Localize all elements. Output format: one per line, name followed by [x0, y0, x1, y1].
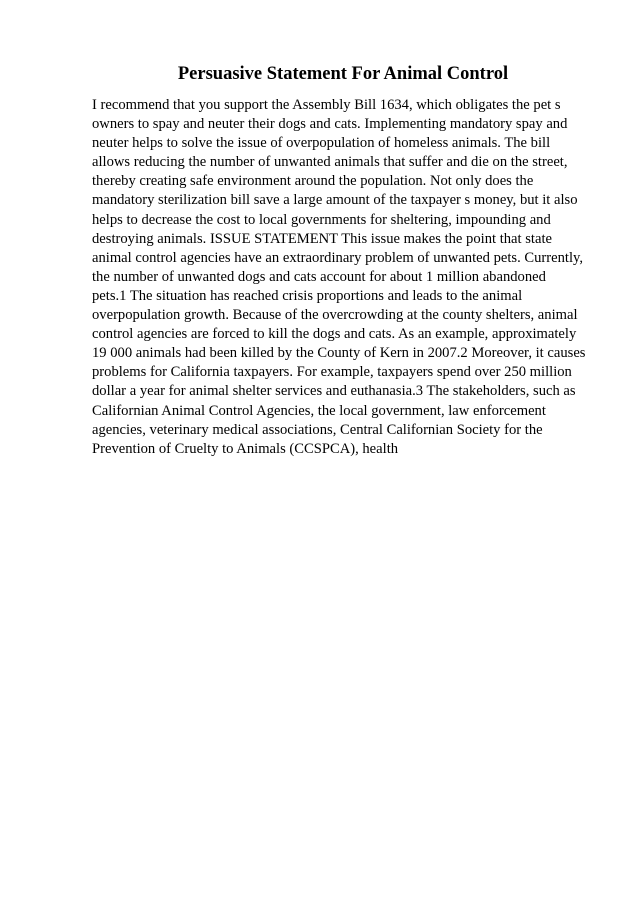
body-line: I recommend that you support the Assembly Bill 1634, which obligates the pet s	[92, 97, 561, 113]
body-line: allows reducing the number of unwanted animals that suffer and die on the street,	[92, 154, 568, 171]
body-line: Californian Animal Control Agencies, the local government, law enforcement	[92, 402, 546, 419]
body-line: animal control agencies have an extraordinary problem of unwanted pets. Currently,	[92, 249, 584, 266]
body-line: thereby creating safe environment around the population. Not only does the	[92, 173, 534, 190]
body-line: agencies, veterinary medical associations, Central Californian Society for the	[92, 421, 543, 438]
body-line: Prevention of Cruelty to Animals (CCSPCA), health	[92, 440, 399, 457]
body-line: destroying animals. ISSUE STATEMENT This issue makes the point that state	[92, 230, 552, 247]
body-line: mandatory sterilization bill save a large amount of the taxpayer s money, but it also	[92, 192, 578, 209]
body-line: neuter helps to solve the issue of overpopulation of homeless animals. The bill	[92, 135, 551, 152]
body-line: 19 000 animals had been killed by the County of Kern in 2007.2 Moreover, it causes	[92, 345, 586, 362]
body-line: problems for California taxpayers. For example, taxpayers spend over 250 million	[92, 364, 572, 381]
body-line: owners to spay and neuter their dogs and cats. Implementing mandatory spay and	[92, 116, 568, 133]
body-line: helps to decrease the cost to local governments for sheltering, impounding and	[92, 211, 551, 228]
body-line: overpopulation growth. Because of the overcrowding at the county shelters, animal	[92, 307, 578, 324]
body-line: dollar a year for animal shelter services and euthanasia.3 The stakeholders, such as	[92, 383, 576, 400]
body-line: control agencies are forced to kill the dogs and cats. As an example, approximately	[92, 326, 577, 343]
document-title: Persuasive Statement For Animal Control	[177, 64, 509, 84]
document-body	[92, 96, 602, 459]
body-line: pets.1 The situation has reached crisis proportions and leads to the animal	[92, 287, 523, 304]
body-line: the number of unwanted dogs and cats account for about 1 million abandoned	[92, 268, 546, 285]
